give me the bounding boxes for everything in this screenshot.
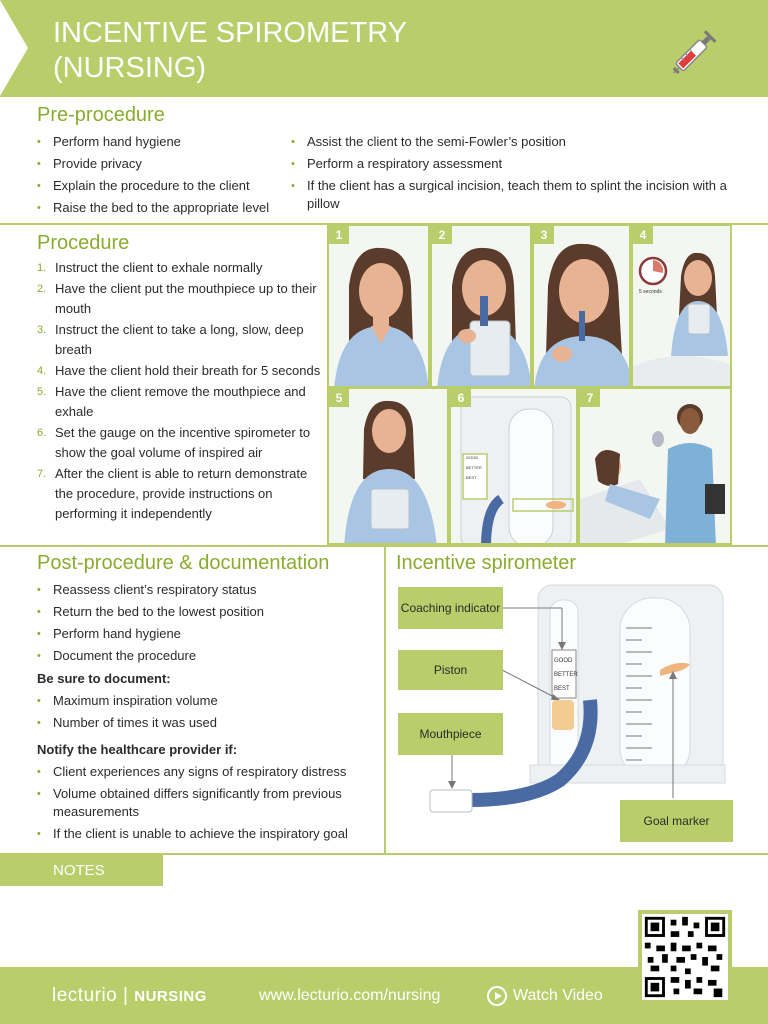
step-text: Instruct the client to exhale normally	[55, 260, 263, 275]
panel-number: 7	[580, 389, 600, 407]
list-item: • Perform a respiratory assessment	[291, 155, 731, 173]
step-number: 6.	[37, 427, 47, 439]
step-number: 3.	[37, 324, 47, 336]
patient-hold-breath-illustration	[633, 226, 732, 388]
list-item: • Reassess client’s respiratory status	[37, 581, 377, 599]
pre-procedure-list-left	[37, 133, 287, 221]
indicator-label-best: BEST	[554, 686, 570, 692]
list-item: • Client experiences any signs of respiratory distress	[37, 763, 377, 781]
procedure-panel-1	[327, 224, 430, 388]
step-text: Have the client hold their breath for 5 seconds	[55, 363, 321, 378]
syringe-icon	[664, 18, 728, 82]
list-item: • Perform hand hygiene	[37, 133, 287, 151]
footer-url-link[interactable]: www.lecturio.com/nursing	[259, 987, 441, 1004]
procedure-step	[37, 258, 322, 278]
brand-section: NURSING	[134, 988, 207, 1005]
step-text: Instruct the client to take a long, slow, deep breath	[55, 322, 304, 357]
notify-list	[37, 763, 377, 847]
panel-number: 5	[329, 389, 349, 407]
step-text: After the client is able to return demonstrate the procedure, provide instructions on performing it independently	[55, 466, 308, 521]
step-text: Have the client remove the mouthpiece and exhale	[55, 384, 306, 419]
step-number: 2.	[37, 283, 47, 295]
list-item: • If the client is unable to achieve the inspiratory goal	[37, 825, 377, 843]
mouthpiece-label: Mouthpiece	[398, 713, 503, 755]
page-header	[0, 0, 768, 97]
title-line-2: (NURSING)	[53, 52, 207, 84]
post-procedure-title: Post-procedure & documentation	[37, 552, 330, 574]
patient-deep-breath-illustration	[534, 226, 631, 388]
spirometer-title: Incentive spirometer	[396, 552, 577, 574]
brand-separator: |	[123, 985, 129, 1006]
brand-name: lecturio	[52, 985, 118, 1006]
qr-code-icon[interactable]	[638, 910, 732, 1004]
list-item: • Volume obtained differs significantly from previous measurements	[37, 785, 377, 821]
list-item: • Return the bed to the lowest position	[37, 603, 377, 621]
goal-marker-label: Goal marker	[620, 800, 733, 842]
panel-number: 3	[534, 226, 554, 244]
procedure-panel-3	[532, 224, 631, 388]
coaching-indicator-label: Coaching indicator	[398, 587, 503, 629]
procedure-step	[37, 382, 322, 422]
panel-number: 6	[451, 389, 471, 407]
document-list	[37, 692, 377, 736]
procedure-panel-7	[578, 387, 732, 545]
step-number: 7.	[37, 468, 47, 480]
nurse-instruction-illustration	[580, 389, 732, 545]
list-item: • Explain the procedure to the client	[37, 177, 287, 195]
page-title	[53, 16, 407, 86]
procedure-steps	[37, 258, 322, 525]
title-line-1: INCENTIVE SPIROMETRY	[53, 17, 407, 49]
step-number: 4.	[37, 365, 47, 377]
piston-label: Piston	[398, 650, 503, 690]
document-heading: Be sure to document:	[37, 671, 171, 686]
post-procedure-list	[37, 581, 377, 669]
list-item: • Number of times it was used	[37, 714, 377, 732]
brand-logo	[52, 985, 207, 1007]
notes-label: NOTES	[53, 862, 105, 879]
step-text: Set the gauge on the incentive spirometer to show the goal volume of inspired air	[55, 425, 311, 460]
procedure-step	[37, 464, 322, 524]
step-number: 1.	[37, 262, 47, 274]
list-item: • Document the procedure	[37, 647, 377, 665]
procedure-step	[37, 320, 322, 360]
watch-video-button[interactable]	[487, 986, 603, 1006]
notify-heading: Notify the healthcare provider if:	[37, 742, 238, 757]
patient-exhale-illustration	[329, 226, 430, 388]
list-item: • Maximum inspiration volume	[37, 692, 377, 710]
list-item: • Assist the client to the semi-Fowler’s position	[291, 133, 731, 151]
divider	[384, 546, 386, 854]
procedure-panel-4	[631, 224, 732, 388]
list-item: • Perform hand hygiene	[37, 625, 377, 643]
notes-bar	[0, 854, 163, 886]
gauge-label-good: GOOD	[466, 455, 479, 460]
list-item: • If the client has a surgical incision, teach them to splint the incision with a pillow	[291, 177, 731, 213]
procedure-panel-2	[430, 224, 532, 388]
pre-procedure-list-right	[291, 133, 731, 217]
procedure-step	[37, 423, 322, 463]
pre-procedure-title: Pre-procedure	[37, 104, 165, 126]
procedure-title: Procedure	[37, 232, 130, 254]
procedure-step	[37, 361, 322, 381]
procedure-panel-5	[327, 387, 449, 545]
patient-mouthpiece-illustration	[432, 226, 532, 388]
step-text: Have the client put the mouthpiece up to their mouth	[55, 281, 317, 316]
step-number: 5.	[37, 386, 47, 398]
header-arrow	[0, 0, 28, 96]
gauge-label-better: BETTER	[466, 465, 482, 470]
indicator-label-good: GOOD	[554, 658, 573, 664]
indicator-label-better: BETTER	[554, 672, 578, 678]
procedure-panel-6	[449, 387, 578, 545]
play-icon	[487, 986, 507, 1006]
panel-number: 2	[432, 226, 452, 244]
panel-number: 4	[633, 226, 653, 244]
watch-video-label: Watch Video	[513, 987, 603, 1004]
gauge-label-best: BEST	[466, 475, 477, 480]
procedure-step	[37, 279, 322, 319]
list-item: • Raise the bed to the appropriate level	[37, 199, 287, 217]
panel-number: 1	[329, 226, 349, 244]
gauge-setting-illustration	[451, 389, 578, 545]
list-item: • Provide privacy	[37, 155, 287, 173]
patient-remove-mouthpiece-illustration	[329, 389, 449, 545]
timer-label: 5 seconds	[639, 289, 662, 295]
